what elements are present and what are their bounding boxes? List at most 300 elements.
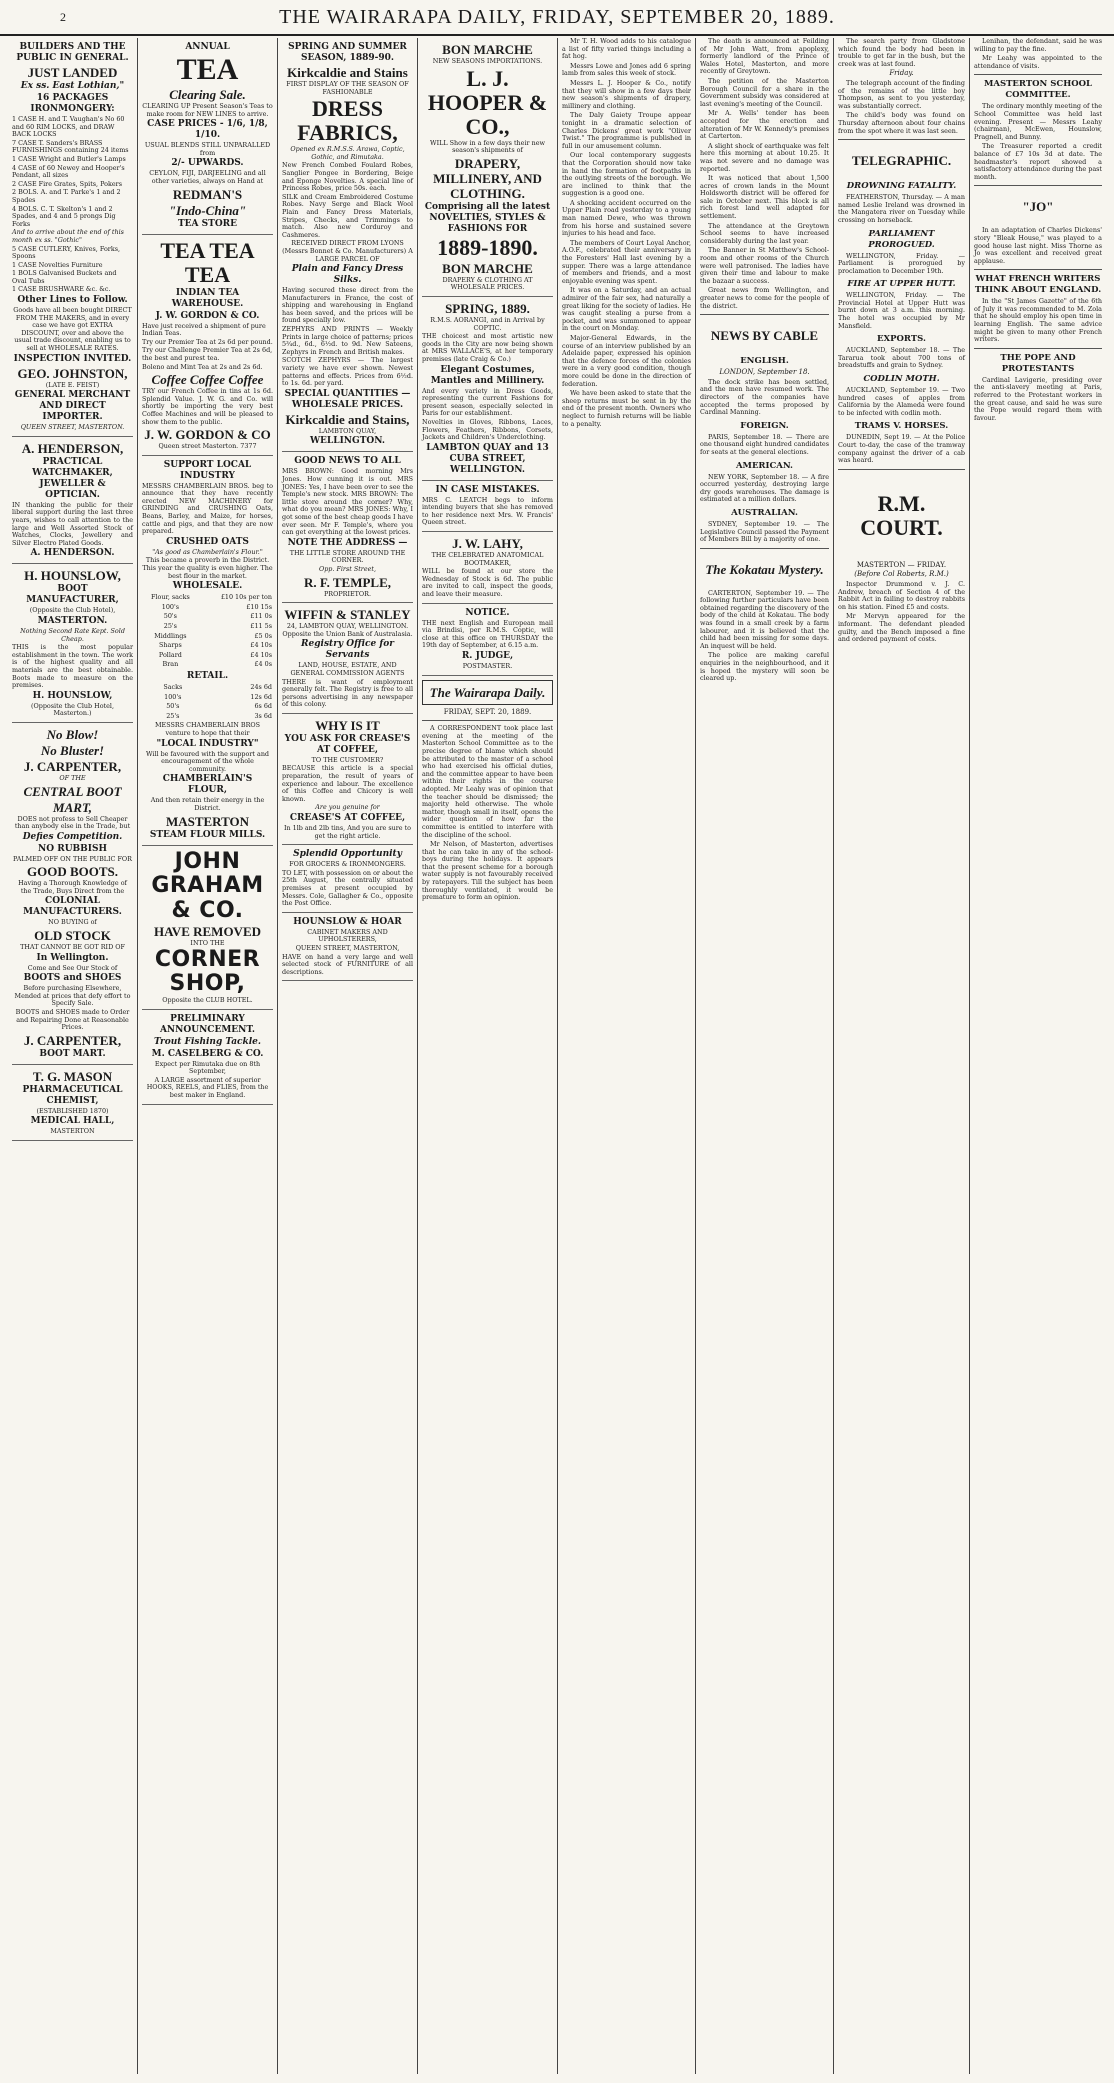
- news-paragraph: AUCKLAND, September 18. — The Tararua took about 700 tons of breadstuffs and grain to Sydney.: [838, 346, 965, 370]
- ad-heading: In Wellington.: [36, 952, 109, 963]
- ad-heading: BON MARCHE: [442, 260, 533, 276]
- graham-ad: [142, 846, 273, 1010]
- ad-text: Are you genuine for: [315, 803, 380, 812]
- advertiser-name: Kirkcaldie and Stains,: [285, 411, 410, 427]
- section-heading: FIRE AT UPPER HUTT.: [847, 279, 956, 290]
- item-list: [12, 116, 133, 294]
- ad-text: QUEEN STREET, MASTERTON.: [20, 423, 125, 432]
- news-paragraph: The members of Court Loyal Anchor, A.O.F., celebrated their anniversary in the Foresters' Hall last evening by a supper. There was a large attendance of members and friends, and a most enjoyable evening was spent.: [562, 238, 691, 285]
- ad-heading: TEA STORE: [177, 218, 238, 229]
- ad-text: WILL Show in a few days their new season's shipments of: [430, 138, 545, 155]
- advertiser-name: GEO. JOHNSTON,: [17, 365, 128, 381]
- ad-text: BOOT MANUFACTURER,: [26, 584, 119, 606]
- list-item: 7 CASE T. Sanders's BRASS FURNISHINGS containing 24 items: [12, 138, 129, 155]
- ad-heading: WHY IS IT: [315, 717, 380, 733]
- ad-text: A LARGE assortment of superior HOOKS, REELS, and FLIES, from the best maker in England.: [146, 1075, 269, 1100]
- news-paragraph: It was on a Saturday, and an actual admirer of the fair sex, had naturally a great liking for the society of ladies. He was caught stealing a purse from a pocket, and was summoned to appear in the court on Monday.: [562, 286, 691, 333]
- ad-heading: MART,: [53, 799, 92, 815]
- advertiser-name: JOHN GRAHAM: [151, 848, 264, 898]
- news-paragraph: Great news from Wellington, and greater news to come for the people of the district.: [700, 286, 829, 310]
- advertiser-name: M. CASELBERG & CO.: [151, 1048, 264, 1059]
- news-paragraph: Major-General Edwards, in the course of an interview published by an Adelaide paper, expressed his opinion that the defence forces of the colonies were in a very good condition, though more could be done in the direction of federation.: [562, 333, 691, 388]
- advertiser-name: J. CARPENTER,: [23, 758, 122, 774]
- news-paragraph: Messrs L. J. Hooper & Co., notify that they will show in a few days their new season's shipments of drapery, millinery and clothing.: [562, 78, 691, 110]
- divider: [838, 469, 965, 470]
- ad-heading: No Bluster!: [40, 742, 105, 758]
- ad-text: SCOTCH ZEPHYRS — The largest variety we have ever shown. Newest patterns and effects. Prices from 6½d. to 1s. 6d. per yard.: [282, 356, 413, 388]
- ad-text: Opposite the CLUB HOTEL.: [162, 996, 253, 1005]
- table-row: [142, 593, 273, 603]
- ad-heading: GOOD BOOTS.: [26, 864, 119, 880]
- dateline: LONDON, September 18.: [719, 368, 810, 377]
- table-cell: 12s 6d: [250, 692, 272, 701]
- table-cell: Middlings: [154, 631, 187, 640]
- table-cell: £10 10s per ton: [220, 593, 272, 602]
- list-item: Try our Challenge Premier Tea at 2s 6d, the best and purest tea.: [142, 346, 273, 362]
- ad-text: Opp. First Street,: [318, 564, 377, 573]
- section-heading: TELEGRAPHIC.: [851, 153, 952, 169]
- table-row: [142, 702, 273, 712]
- chamberlain-ad: [142, 456, 273, 846]
- news-paragraph: DUNEDIN, Sept 19. — At the Police Court to-day, the case of the tramway company against the driver of a cab was heard.: [838, 433, 965, 465]
- divider: [974, 269, 1102, 270]
- advertiser-name: WIFFIN & STANLEY: [284, 607, 411, 623]
- ad-text: CLEARING UP Present Season's Teas to make room for NEW LINES to arrive.: [142, 102, 273, 118]
- ad-heading: 16 PACKAGES IRONMONGERY:: [30, 93, 115, 114]
- henderson-ad: [12, 437, 133, 565]
- price-table: [142, 593, 273, 670]
- section-heading: "JO": [1022, 199, 1054, 215]
- section-heading: PARLIAMENT PROROGUED.: [868, 228, 935, 250]
- divider: [974, 185, 1102, 186]
- table-row: [142, 622, 273, 632]
- ad-text: And then retain their energy in the District.: [150, 796, 265, 812]
- ad-heading: GOOD NEWS TO ALL: [294, 456, 401, 467]
- news-paragraph: SYDNEY, September 19. — The Legislative Council passed the Payment of Members Bill by a majority of one.: [700, 519, 829, 544]
- leatch-ad: [422, 481, 553, 532]
- news-paragraph: CARTERTON, September 19. — The following further particulars have been obtained regarding the discovery of the body of the child at Kokatau. The body was found in a small creek by a farm labourer, and it is believed that the child had been missing for some days. An inquest will be held.: [700, 588, 829, 650]
- news-paragraph: The death is announced at Feilding of Mr John Watt, from apoplexy, formerly landlord of the Prince of Wales Hotel, Masterton, and more recently of Greytown.: [700, 38, 829, 76]
- advertiser-name: A. HENDERSON,: [21, 440, 124, 456]
- news-paragraph: Cardinal Lavigerie, presiding over the anti-slavery meeting at Paris, referred to the Protestant workers in the great cause, and said he was sure the Pope would regard them with favour.: [974, 375, 1102, 422]
- ad-text: This became a proverb in the District. This year the quality is even higher. The best flour in the market.: [142, 556, 273, 580]
- ad-heading: TEA: [176, 53, 239, 86]
- news-paragraph: The Banner in St Matthew's School-room and other rooms of the Church were well patronised. The ladies have given their time and labour to make the bazaar a success.: [700, 246, 829, 285]
- advertiser-name: T. G. MASON: [32, 1068, 113, 1084]
- table-cell: £4 10s: [250, 650, 272, 659]
- ad-text: MASTERTON: [50, 1127, 95, 1136]
- ad-text: THERE is want of employment generally felt. The Registry is free to all persons advertising in any newspaper of this colony.: [282, 677, 413, 709]
- ad-text: A. HENDERSON.: [30, 548, 115, 559]
- ad-heading: Defies Competition.: [22, 831, 123, 842]
- ad-text: WELLINGTON.: [309, 436, 386, 447]
- johnston-ad: [12, 38, 133, 437]
- masthead: [0, 0, 1114, 36]
- ad-heading: 1889-1890.: [437, 234, 538, 260]
- ad-text: THAT CANNOT BE GOT RID OF: [20, 943, 125, 952]
- table-row: [142, 660, 273, 670]
- news-paragraph: It was noticed that about 1,500 acres of crown lands in the Mount Holdsworth district will be offered for sale in October next. This block is all rich forest land well adapted for settlement.: [700, 174, 829, 221]
- news-paragraph: WELLINGTON, Friday. — The Provincial Hotel at Upper Hutt was burnt down at 3 a.m. this morning. The hotel was occupied by Mr Mansfield.: [838, 291, 965, 330]
- ad-text: 24, LAMBTON QUAY, WELLINGTON. Opposite the Union Bank of Australasia.: [282, 622, 413, 638]
- ad-heading: COLONIAL MANUFACTURERS.: [23, 896, 122, 918]
- ad-heading: DRAPERY, MILLINERY, AND CLOTHING.: [433, 155, 542, 201]
- table-cell: £11 0s: [250, 612, 272, 621]
- news-paragraph: Lenihan, the defendant, said he was willing to pay the fine.: [974, 38, 1102, 53]
- ad-heading: OLD STOCK: [34, 928, 111, 944]
- ad-text: (ESTABLISHED 1870): [36, 1106, 109, 1115]
- news-paragraph: Mr A. Wells' tender has been accepted for the erection and alteration of Mr W. Kennedy's premises at Carterton.: [700, 109, 829, 141]
- editorial-banner: [422, 680, 553, 705]
- editorial-paragraph: Mr Nelson, of Masterton, advertises that he can take in any of the school-boys during the holidays. It appears that the present scheme for a borough water supply is not favourably received by ratepayers. Till the subject has been thoroughly ventilated, it would be premature to form an opinion.: [422, 840, 553, 902]
- advertiser-name: R. F. TEMPLE,: [303, 574, 392, 590]
- ad-heading: WHOLESALE.: [172, 581, 243, 592]
- news-paragraph: We have been asked to state that the sheep returns must be sent in by the end of the present month. Owners who neglect to furnish returns will be liable to a penalty.: [562, 389, 691, 428]
- divider: [974, 74, 1102, 75]
- ad-text: Having secured these direct from the Manufacturers in France, the cost of shipping and warehousing in England has been saved, and the prices will be found specially low.: [282, 286, 413, 325]
- dateline: MASTERTON — FRIDAY.: [856, 560, 947, 569]
- column-1: [8, 38, 138, 2074]
- news-paragraph: In an adaptation of Charles Dickens' story "Bleak House," was played to a good house last night. Miss Thorne as Jo was excellent and received great applause.: [974, 226, 1102, 265]
- ad-heading: BOOTS and SHOES: [23, 973, 122, 984]
- divider: [700, 314, 829, 315]
- advertiser-name: Kirkcaldie and Stains: [287, 65, 408, 80]
- section-heading: ENGLISH.: [740, 356, 789, 367]
- ad-heading: Splendid Opportunity: [293, 849, 402, 860]
- ad-text: POSTMASTER.: [462, 662, 513, 670]
- ad-heading: CORNER SHOP,: [154, 947, 261, 997]
- advertiser-name: HOUNSLOW & HOAR: [293, 916, 402, 927]
- table-cell: £4 0s: [254, 660, 272, 669]
- table-cell: 3s 6d: [254, 711, 272, 720]
- advertiser-name: L. J. HOOPER & CO.,: [427, 65, 548, 139]
- table-row: [142, 603, 273, 613]
- list-item: 2 BOLS. A. and T. Parke's 1 and 2 Spades: [12, 188, 121, 204]
- ad-heading: CENTRAL BOOT: [23, 783, 122, 799]
- ad-text: CASE PRICES - 1/6, 1/8, 1/10.: [147, 119, 268, 141]
- ad-text: H. HOUNSLOW,: [32, 690, 113, 701]
- table-cell: 25's: [163, 622, 177, 630]
- section-heading: R.M. COURT.: [860, 490, 943, 540]
- table-row: [142, 693, 273, 703]
- ad-text: PRACTICAL WATCHMAKER, JEWELLER & OPTICIAN.: [32, 456, 113, 500]
- ad-text: Goods have all been bought DIRECT FROM THE MAKERS, and in every case we have got EXTRA DISCOUNT, over and above the usual trade discount, enabling us to sell at WHOLESALE RATES.: [13, 306, 132, 353]
- ad-text: LAMBTON QUAY and 13 CUBA STREET, WELLINGTON.: [426, 442, 549, 475]
- ad-text: And to arrive about the end of this month ex ss. "Gothic": [12, 228, 124, 244]
- section-heading: AUSTRALIAN.: [731, 507, 798, 518]
- column-4: [418, 38, 558, 2074]
- ad-text: GENERAL MERCHANT AND DIRECT IMPORTER.: [14, 390, 131, 423]
- ad-text: LAMBTON QUAY,: [318, 426, 377, 435]
- table-row: [142, 641, 273, 651]
- ad-text: IN thanking the public for their liberal support during the last three years, wishes to call attention to the large and Well Assorted Stock of Watches, Clocks, Jewellery and Silver Electro Plated Goods.: [12, 500, 133, 547]
- table-cell: 24s 6d: [250, 682, 272, 691]
- advertiser-name: R. JUDGE,: [461, 651, 514, 661]
- section-heading: NEWS BY CABLE: [710, 328, 819, 344]
- ad-text: SILK and Cream Embroidered Costume Robes. Navy Serge and Black Wool Plain and Fancy Dress Materials, Stripes, Checks, and Trimmings to match. Also new Corduroy and Cashmeres.: [282, 192, 413, 239]
- caselberg-ad: [142, 1010, 273, 1105]
- ad-text: (Opposite the Club Hotel, Masterton.): [31, 701, 114, 718]
- item-list: [142, 323, 273, 372]
- ad-heading: Trout Fishing Tackle.: [153, 1036, 262, 1047]
- column-5: [558, 38, 696, 2074]
- ad-heading: Clearing Sale.: [169, 87, 246, 102]
- ad-text: HAVE on hand a very large and well selected stock of FURNITURE of all descriptions.: [282, 952, 413, 976]
- news-paragraph: A slight shock of earthquake was felt here this morning at about 10.25. It was not severe and no damage was reported.: [700, 141, 829, 173]
- newspaper-title: THE WAIRARAPA DAILY, FRIDAY, SEPTEMBER 20, 1889.: [279, 5, 835, 28]
- ad-text: Queen street Masterton. 7377: [158, 442, 257, 451]
- divider: [422, 720, 553, 721]
- ad-heading: Other Lines to Follow.: [17, 295, 128, 306]
- ad-text: MRS BROWN: Good morning Mrs Jones. How cunning it is out. MRS JONES: Yes, I have been over to see the Temple's new stock. MRS BROWN: The little store around the corner? Why, what do you mean? MRS JONES: Why, I got some of the best cheap goods I have ever seen. Mr F. Temple's, where you can get everything at the lowest prices.: [282, 467, 413, 537]
- news-paragraph: Mr T. H. Wood adds to his catalogue a list of fifty varied things including a fat hog.: [562, 38, 691, 61]
- news-paragraph: The attendance at the Greytown School seems to have increased considerably during the last year.: [700, 221, 829, 245]
- ad-text: ZEPHYRS AND PRINTS — Weekly Prints in large choice of patterns; prices 5¾d., 6d., 6½d. to 9d. New Sateens, Zephyrs in French and British makes.: [282, 325, 413, 356]
- section-heading: MASTERTON SCHOOL COMMITTEE.: [983, 79, 1093, 101]
- ad-heading: IN CASE MISTAKES.: [435, 484, 540, 495]
- table-cell: £11 5s: [250, 622, 272, 630]
- table-cell: 6s 6d: [254, 702, 272, 711]
- wallace-ad: [422, 297, 553, 481]
- news-paragraph: The search party from Gladstone which found the body had been in trouble to get far in the bush, but the creek was at last found.: [838, 38, 965, 68]
- advertiser-name: & CO.: [171, 897, 244, 923]
- ad-heading: HAVE REMOVED: [153, 923, 262, 939]
- list-item: 2 CASE Fire Grates, Spits, Pokers: [12, 179, 122, 188]
- ad-heading: JUST LANDED: [27, 65, 118, 80]
- price-table: [142, 683, 273, 721]
- ad-text: Before purchasing Elsewhere, Mended at prices that defy effort to Specify Sale.: [14, 984, 131, 1008]
- section-heading: CODLIN MOTH.: [863, 374, 940, 385]
- ad-text: Ex ss. East Lothian,": [20, 81, 125, 91]
- ad-text: Come and See Our Stock of: [27, 963, 118, 972]
- ad-heading: "LOCAL INDUSTRY": [156, 738, 259, 749]
- redman-ad: [142, 38, 273, 235]
- news-paragraph: WELLINGTON, Friday. — Parliament is prorogued by proclamation to December 19th.: [838, 251, 965, 275]
- ad-text: BOOT MART.: [39, 1048, 106, 1059]
- list-item: Try our Premier Tea at 2s 6d per pound.: [142, 337, 273, 346]
- gordon-ad: [142, 235, 273, 456]
- ad-text: 2/- UPWARDS.: [171, 158, 244, 169]
- newspaper-page: [8, 38, 1106, 2074]
- section-heading: AMERICAN.: [735, 460, 794, 471]
- advertiser-name: REDMAN'S: [172, 186, 243, 202]
- ad-heading: CREASE'S AT COFFEE,: [289, 813, 406, 824]
- ad-text: TO THE CUSTOMER?: [311, 755, 384, 764]
- news-paragraph: Messrs Lowe and Jones add 6 spring lamb from sales this week of stock.: [562, 61, 691, 78]
- notice-ad: [422, 604, 553, 676]
- table-cell: 100's: [161, 602, 179, 611]
- news-paragraph: The Daly Gaiety Troupe appear tonight in a dramatic selection of Charles Dickens' great work "Oliver Twist." The programme is published in full in our amusement column.: [562, 111, 691, 150]
- ad-text: BOOTS and SHOES made to Order and Repairing Done at Reasonable Prices.: [15, 1008, 130, 1032]
- table-cell: 100's: [164, 692, 182, 701]
- ad-text: Nothing Second Rate Kept. Sold Cheap.: [20, 626, 125, 643]
- news-paragraph: The police are making careful enquiries in the neighbourhood, and it is hoped the mystery will soon be cleared up.: [700, 651, 829, 683]
- news-paragraph: FEATHERSTON, Thursday. — A man named Leslie Ireland was drowned in the Mangatera river on Tuesday while crossing on horseback.: [838, 193, 965, 224]
- column-3: [278, 38, 418, 2074]
- paper-title: The Wairarapa Daily.: [429, 684, 546, 700]
- crease-ad: [282, 714, 413, 845]
- list-item: 5 CASE CUTLERY, Knives, Forks, Spoons: [12, 244, 121, 261]
- ad-text: DOES not profess to Sell Cheaper than anybody else in the Trade, but: [14, 814, 131, 831]
- ad-text: QUEEN STREET, MASTERTON,: [295, 943, 400, 952]
- table-cell: Sharps: [159, 641, 182, 650]
- ad-text: RECEIVED DIRECT FROM LYONS (Messrs Bonnet & Co. Manufacturers) A LARGE PARCEL OF: [282, 239, 413, 263]
- ad-text: NEW SEASONS IMPORTATIONS.: [432, 57, 543, 65]
- table-cell: Pollard: [158, 650, 182, 659]
- news-paragraph: The dock strike has been settled, and the men have resumed work. The directors of the companies have accepted the terms proposed by Cardinal Manning.: [700, 377, 829, 417]
- ad-heading: ANNUAL: [185, 42, 230, 52]
- ad-text: WILL be found at our store the Wednesday of Stock is 6d. The public are invited to call, inspect the goods, and leave their measure.: [422, 567, 553, 599]
- news-paragraph: Our local contemporary suggests that the Corporation should now take in hand the formation of footpaths in the outlying streets of the borough. We are inclined to think that the suggestion is a good one.: [562, 151, 691, 198]
- news-paragraph: Inspector Drummond v. J. C. Andrew, breach of Section 4 of the Rabbit Act in failing to destroy rabbits on his station. Fined £5 and costs.: [838, 579, 965, 611]
- dateline: Friday.: [889, 69, 914, 78]
- table-row: [142, 632, 273, 642]
- kirkcaldie-ad: [282, 38, 413, 452]
- divider: [974, 348, 1102, 349]
- news-paragraph: PARIS, September 18. — There are one thousand eight hundred candidates for seats at the general elections.: [700, 432, 829, 456]
- list-item: Boleno and Mint Tea at 2s and 2s 6d.: [142, 362, 263, 371]
- ad-text: OF THE: [59, 773, 86, 782]
- advertiser-name: H. HOUNSLOW,: [24, 568, 121, 584]
- news-paragraph: The child's body was found on Thursday afternoon about four chains from the spot where it was last seen.: [838, 111, 965, 135]
- ad-heading: No Blow!: [46, 726, 99, 742]
- list-item: Have just received a shipment of pure Indian Teas.: [142, 321, 266, 338]
- ad-heading: "Indo-China": [168, 202, 247, 218]
- ad-heading: CHAMBERLAIN'S FLOUR,: [162, 774, 253, 796]
- news-paragraph: The ordinary monthly meeting of the School Committee was held last evening. Present — Messrs Leahy (chairman), McEwen, Hounslow, Pragnell, and Bunny.: [974, 102, 1102, 141]
- advertiser-name: J. W. GORDON & CO: [144, 427, 271, 443]
- table-row: [142, 612, 273, 622]
- ad-text: NOTE THE ADDRESS —: [287, 537, 408, 548]
- lahy-ad: [422, 532, 553, 604]
- ad-heading: SPRING, 1889.: [445, 300, 530, 316]
- list-item: 1 BOLS Galvanised Buckets and Oval Tubs: [12, 269, 117, 285]
- carpenter-ad: [12, 723, 133, 1065]
- news-paragraph: Mr Leahy was appointed to the attendance of visits.: [974, 54, 1102, 70]
- ad-text: THE CELEBRATED ANATOMICAL BOOTMAKER,: [431, 551, 544, 567]
- list-item: 1 CASE Novelties Furniture: [12, 260, 103, 269]
- table-cell: 50's: [166, 702, 180, 711]
- table-row: [142, 683, 273, 693]
- temple-ad: [282, 452, 413, 603]
- news-paragraph: In the "St James Gazette" of the 6th of July it was recommended to M. Zola that he should employ his open time in learning English. The same advice might be given to many other French writers.: [974, 297, 1102, 344]
- ad-text: In 1lb and 2lb tins, And you are sure to get the right article.: [283, 824, 412, 840]
- ad-heading: NO RUBBISH: [38, 843, 107, 854]
- news-paragraph: A shocking accident occurred on the Upper Plain road yesterday to a young man named Dewe, who was thrown from his horse and sustained severe injuries to his head and face.: [562, 198, 691, 238]
- ad-text: THE LITTLE STORE AROUND THE CORNER.: [289, 548, 406, 565]
- ad-text: THE choicest and most artistic new goods in the City are now being shown at MRS WALLACE'S, at her temporary premises (late Craig & Co.): [422, 332, 553, 363]
- news-paragraph: The telegraph account of the finding of the remains of the little boy Thompson, as sent to you yesterday, was substantially correct.: [838, 78, 965, 110]
- opportunity-ad: [282, 845, 413, 913]
- ad-heading: BON MARCHE: [442, 42, 533, 57]
- ad-text: FIRST DISPLAY OF THE SEASON OF FASHIONABLE: [286, 80, 409, 96]
- ad-heading: STEAM FLOUR MILLS.: [149, 829, 266, 840]
- list-item: 1 CASE BRUSHWARE &c. &c.: [12, 285, 111, 294]
- news-paragraph: Mr Mervyn appeared for the informant. The defendant pleaded guilty, and the Bench imposed a fine and ordered payment of costs.: [838, 612, 965, 644]
- table-cell: Sacks: [163, 682, 183, 691]
- ad-text: Will be favoured with the support and encouragement of the whole community.: [145, 749, 270, 773]
- news-paragraph: AUCKLAND, September 19. — Two hundred cases of apples from California by the Alameda were found to be infected with codlin moth.: [838, 386, 965, 417]
- ad-text: MRS C. LEATCH begs to inform intending buyers that she has removed to her residence next Mrs. W. Francis' Queen street.: [422, 495, 553, 527]
- list-item: 4 BOLS. C. T. Skelton's 1 and 2 Spades, and 4 and 5 prongs Dig Forks: [12, 204, 116, 228]
- ad-heading: NOTICE.: [465, 607, 510, 618]
- table-cell: 50's: [163, 612, 177, 621]
- ad-heading: YOU ASK FOR CREASE'S AT COFFEE,: [284, 733, 411, 755]
- column-6: [696, 38, 834, 2074]
- ad-text: THIS is the most popular establishment in the town. The work is of the highest quality and all materials are the best obtainable. Boots made to measure on the premises.: [12, 643, 133, 690]
- hounslow-ad: [12, 564, 133, 723]
- ad-heading: PRELIMINARY ANNOUNCEMENT.: [159, 1013, 256, 1035]
- table-cell: Bran: [162, 660, 179, 669]
- ad-text: FOR GROCERS & IRONMONGERS.: [289, 860, 406, 869]
- ad-heading: Registry Office for Servants: [301, 639, 394, 661]
- advertiser-name: J. W. LAHY,: [452, 536, 523, 552]
- ad-text: Novelties in Gloves, Ribbons, Laces, Flowers, Feathers, Ribbons, Corsets, Jackets and Children's Underclothing.: [422, 417, 553, 442]
- ad-text: Comprising all the latest NOVELTIES, STYLES & FASHIONS FOR: [424, 201, 551, 234]
- section-heading: THE POPE AND PROTESTANTS: [1000, 352, 1076, 374]
- ad-text: Expect per Rimutaka due on 8th September,: [154, 1059, 261, 1076]
- ad-heading: TEA TEA TEA: [160, 237, 255, 287]
- ad-text: THE next English and European mail via Brindisi, per R.M.S. Coptic, will close at this office on THURSDAY the 19th day of September, at 6.15 a.m.: [422, 618, 553, 650]
- section-heading: EXPORTS.: [877, 334, 926, 345]
- table-cell: Flour, sacks: [151, 593, 190, 602]
- section-heading: FOREIGN.: [740, 420, 789, 431]
- ad-heading: RETAIL.: [186, 670, 229, 681]
- ad-heading: SUPPORT LOCAL INDUSTRY: [163, 459, 252, 481]
- column-2: [138, 38, 278, 2074]
- ad-text: TO LET, with possession on or about the 25th August, the centrally situated premises at present occupied by Messrs. Cole, Gallagher & Co., opposite the Post Office.: [282, 868, 413, 908]
- page-number: 2: [60, 9, 67, 24]
- table-row: [142, 712, 273, 722]
- ad-text: PROPRIETOR.: [324, 589, 371, 598]
- ad-text: MESSRS CHAMBERLAIN BROS. beg to announce that they have recently erected NEW MACHINERY for GRINDING and CRUSHING Oats, Beans, Barley, and Maize, for horses, cattle and pigs, and that they are now prepared.: [142, 481, 273, 536]
- news-paragraph: The petition of the Masterton Borough Council for a share in the Government subsidy was considered at last evening's meeting of the Council.: [700, 76, 829, 108]
- ad-text: USUAL BLENDS STILL UNPARALLED from: [144, 141, 271, 157]
- ad-heading: Plain and Fancy Dress Silks.: [291, 264, 404, 286]
- section-heading: WHAT FRENCH WRITERS THINK ABOUT ENGLAND.: [974, 274, 1102, 296]
- list-item: 1 CASE Wright and Butler's Lamps: [12, 154, 126, 163]
- ad-text: INDIAN TEA WAREHOUSE.: [171, 287, 244, 309]
- dateline: (Before Col Roberts, R.M.): [854, 570, 949, 579]
- advertiser-name: J. CARPENTER,: [23, 1032, 122, 1048]
- ad-heading: SPRING AND SUMMER SEASON, 1889-90.: [288, 42, 407, 63]
- ad-text: New French Combed Foulard Robes, Sanglier Pongee in Bordering, Beige and Eponge Novelties. A special line of Princess Robes, price 50s. each.: [282, 161, 413, 193]
- news-paragraph: The Treasurer reported a credit balance of £7 10s 3d at date. The headmaster's report showed a satisfactory attendance during the past month.: [974, 142, 1102, 181]
- ad-text: "As good as Chamberlain's Flour.": [152, 547, 263, 556]
- table-cell: £4 10s: [250, 641, 272, 650]
- ad-text: LAND, HOUSE, ESTATE, AND GENERAL COMMISSION AGENTS: [290, 661, 405, 677]
- ad-heading: CRUSHED OATS: [166, 536, 249, 547]
- ad-text: PHARMACEUTICAL CHEMIST,: [22, 1084, 123, 1106]
- ad-text: CABINET MAKERS AND UPHOLSTERERS,: [307, 927, 388, 944]
- ad-heading: DRESS FABRICS,: [297, 96, 398, 146]
- ad-text: Having a Thorough Knowledge of the Trade, Buys Direct from the: [18, 879, 127, 895]
- ad-text: MASTERTON.: [37, 615, 108, 626]
- ad-text: (Opposite the Club Hotel),: [29, 606, 116, 615]
- ad-text: CEYLON, FIJI, DARJEELING and all other varieties, always on Hand at: [149, 169, 266, 185]
- ad-heading: Elegant Costumes, Mantles and Millinery.: [430, 364, 545, 386]
- ad-heading: INSPECTION INVITED.: [13, 353, 132, 364]
- news-paragraph: NEW YORK, September 18. — A fire occurred yesterday, destroying large dry goods warehouses. The damage is estimated at a million dollars.: [700, 472, 829, 504]
- ad-text: INTO THE: [190, 938, 225, 947]
- section-heading: TRAMS V. HORSES.: [854, 421, 949, 432]
- ad-text: MEDICAL HALL,: [30, 1116, 115, 1127]
- column-8: [970, 38, 1106, 2074]
- ad-heading: Coffee Coffee Coffee: [151, 372, 264, 388]
- ad-text: MESSRS CHAMBERLAIN BROS venture to hope that their: [155, 721, 260, 737]
- ad-heading: BUILDERS AND THE PUBLIC IN GENERAL.: [16, 42, 129, 63]
- ad-text: TRY our French Coffee in tins at 1s 6d. Splendid Value. J. W. G. and Co. will shortly be importing the very best Coffee Machines and will be pleased to show them to the public.: [142, 387, 273, 426]
